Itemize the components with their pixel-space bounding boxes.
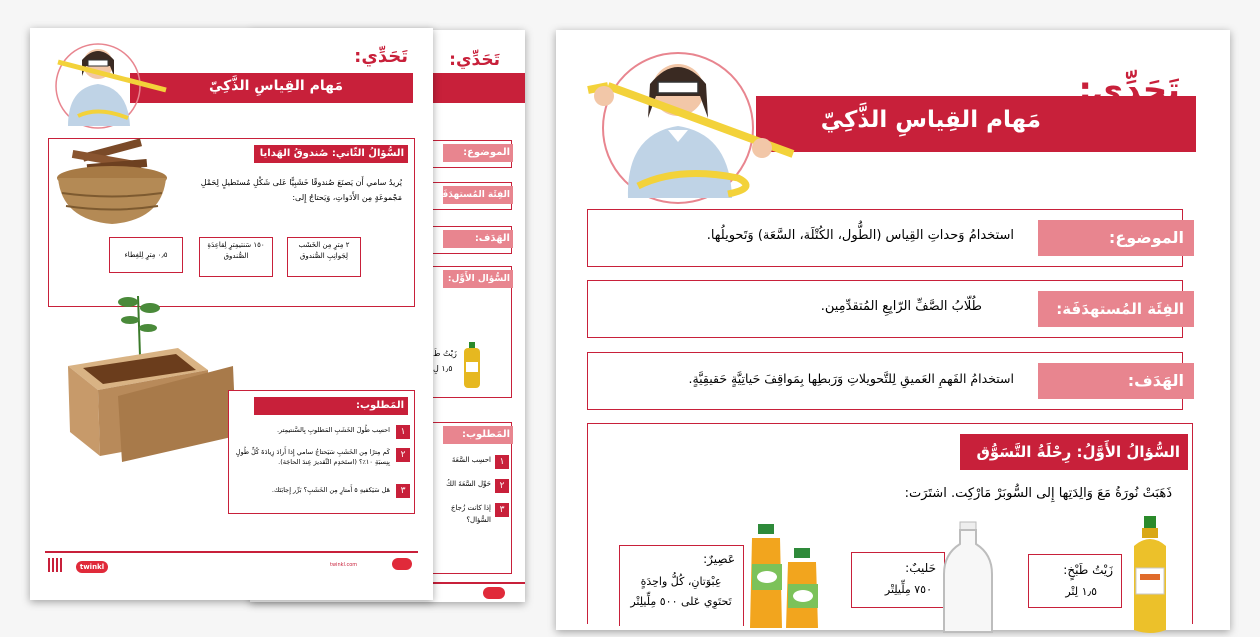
back-number-3: ٣ — [495, 503, 509, 517]
question2-heading: السُّؤالُ الثّاني: صُندوقُ الهَدايا — [254, 145, 408, 163]
audience-label: الفِئَة المُستهدَفَة: — [1038, 291, 1194, 327]
back-topic-row — [430, 140, 512, 168]
item-juice-name: عَصِيرٌ: — [703, 552, 735, 566]
required-number-3: ٣ — [396, 484, 410, 498]
back-oil-amount: ١٫٥ لِ — [433, 364, 453, 373]
juice-bottles-icon — [748, 524, 828, 629]
required-box — [228, 390, 415, 514]
topic-row — [587, 209, 1183, 267]
audience-row — [587, 280, 1183, 338]
worksheet-page-main — [556, 30, 1230, 630]
back-required-label: المَطلوب: — [443, 426, 513, 444]
back-number-2: ٢ — [495, 479, 509, 493]
back-topic-label: الموضوع: — [443, 144, 513, 162]
back-audience-label: الفِئَة المُستهدَفَة: — [443, 186, 513, 204]
basket-illustration — [52, 138, 172, 228]
back-goal-row — [430, 226, 512, 254]
topic-text: استخدامُ وَحداتِ القِياس (الطُّول، الكُتْلَة، السَّعَة) وَتَحويلُها. — [706, 228, 1014, 243]
back-question1-box — [430, 266, 512, 398]
girl-measuring-illustration-main — [568, 38, 798, 203]
question2-card-sides: ٢ مِترٍ مِن الخَشَب لِجَوانِبِ الصُّندوق — [287, 237, 361, 277]
front-footer-badge — [392, 558, 412, 570]
back-audience-row — [430, 182, 512, 210]
front-qr-code — [48, 558, 62, 572]
front-twinkl-logo: twinkl — [76, 561, 108, 573]
main-title: مَهام القِياسِ الذَّكِيّ — [820, 107, 1041, 133]
topic-label: الموضوع: — [1038, 220, 1194, 256]
question2-intro: يُريدُ سامي أَن يَصنَعَ صُندوقًا خَشَبِيًّا عَلى شَكْلِ مُستَطيلٍ لِحَمْلِ مَجْموعَةٍ مِن الأَدَواتِ، وَيَحتاجُ إِلى: — [200, 178, 402, 202]
back-line-3: إذا كانت زُجاجَ — [450, 504, 491, 512]
required-task-2: كَم مِترًا مِن الخَشَبِ سَيَحتاجُ سامي إِذا أَرادَ زِيادَةَ كُلِّ طُولٍ بِنِسبَةِ ١٠٪؟ (استَخدِم التَّقديرَ عِندَ الحاجَة). — [235, 448, 390, 466]
required-heading: المَطلوب: — [254, 397, 408, 415]
required-task-1: احسِب طُولَ الخَشَبِ المَطلوبِ بِالسَّنتيمِتر. — [276, 426, 390, 434]
front-footer-line — [45, 551, 418, 553]
back-challenge-label: تَحَدِّي: — [449, 50, 500, 70]
item-oil-amount: ١٫٥ لِتْر — [1065, 585, 1097, 598]
back-line-1: احسِب السَّعَةَ — [451, 456, 491, 464]
front-challenge-label: تَحَدِّي: — [354, 46, 408, 67]
item-milk-amount: ٧٥٠ مِلِّيلِتْر — [884, 583, 932, 596]
question1-box — [587, 423, 1193, 624]
question2-card-lid: ٠٫٥ مِترٍ لِلغِطاء — [109, 237, 183, 273]
back-question1-label: السُّؤال الأَوَّل: — [443, 270, 513, 288]
goal-label: الهَدَف: — [1038, 363, 1194, 399]
back-title-band — [425, 73, 525, 103]
item-milk-card — [851, 552, 945, 608]
front-title: مَهام القِياسِ الذَّكِيّ — [208, 78, 343, 94]
audience-text: طُلّابُ الصَّفِّ الرّابِعِ المُتقدِّمِين. — [820, 299, 982, 314]
goal-text: استخدامُ الفَهمِ العَميقِ لِلتَّحويلاتِ وَرَبطِها بِمَواقِفَ حَياتِيَّةٍ حَقيقِيَّةٍ. — [688, 371, 1014, 386]
back-line-2: حَوِّل السَّعَةَ الكُ — [446, 480, 491, 488]
front-title-band — [130, 73, 413, 103]
worksheet-page-front — [30, 28, 433, 600]
milk-bottle-icon — [938, 522, 998, 637]
item-juice-card — [619, 545, 744, 626]
back-goal-label: الهَدَف: — [443, 230, 513, 248]
back-oil-bottle-icon — [461, 342, 483, 390]
item-oil-name: زَيْتُ طَبْخٍ: — [1063, 563, 1113, 577]
front-footer-url: twinkl.com — [330, 562, 358, 568]
required-number-2: ٢ — [396, 448, 410, 462]
girl-measuring-illustration — [38, 36, 168, 131]
back-number-1: ١ — [495, 455, 509, 469]
question1-intro: ذَهَبَتْ نُورَةُ مَعَ وَالِدَتِها إِلى السُّوبَرْ مَارْكِت. اشتَرَت: — [904, 486, 1172, 501]
main-challenge-label: تَحَدِّي: — [1078, 70, 1180, 110]
goal-row — [587, 352, 1183, 410]
back-footer-badge — [483, 587, 505, 599]
item-milk-name: حَليبٌ: — [905, 561, 936, 575]
back-oil-label: زَيْتُ طَ — [433, 349, 457, 358]
required-number-1: ١ — [396, 425, 410, 439]
question1-heading: السُّؤالُ الأَوَّلُ: رِحْلَةُ التَّسَوُّق — [960, 434, 1188, 470]
question2-card-base: ١٥٠ سَنتيمِترٍ لِقاعِدَةِ الصُّندوق — [199, 237, 273, 277]
back-required-box — [430, 422, 512, 574]
back-line-4: السُّؤال؟ — [466, 516, 491, 524]
wooden-planter-illustration — [58, 286, 228, 461]
oil-bottle-icon — [1128, 516, 1172, 636]
item-oil-card — [1028, 554, 1122, 608]
item-juice-amount: عِبْوَتانِ، كُلُّ واحِدَةٍ تَحتَوِي عَلى ٥٠٠ مِلِّيلِتْر — [630, 575, 732, 608]
required-task-3: هَل سَيَكفيهِ ٥ أَمتارٍ مِن الخَشَبِ؟ بَرِّر إِجابَتَك. — [271, 486, 390, 494]
